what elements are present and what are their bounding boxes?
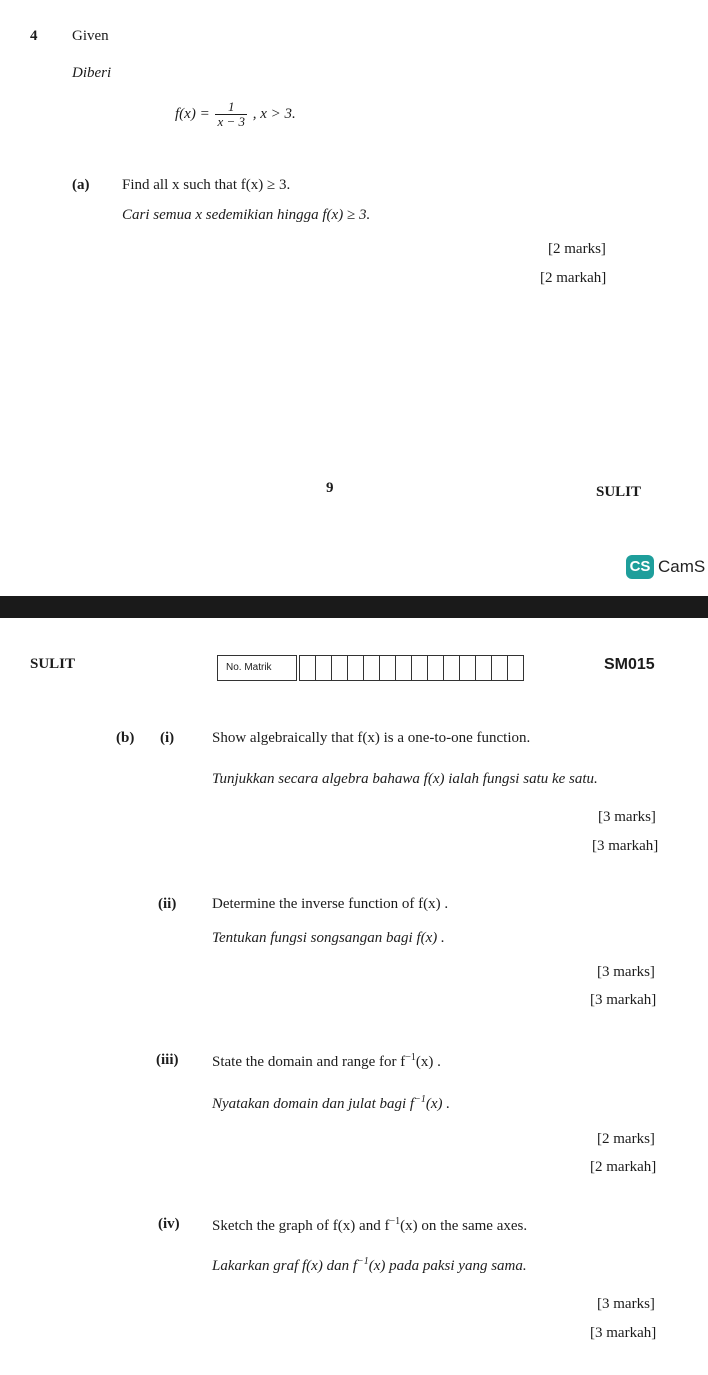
sub-iii-text-en-post: (x) . (415, 1054, 441, 1070)
sub-iv-text-en (212, 1216, 527, 1235)
sub-iv-text-ms-sup: −1 (356, 1256, 369, 1267)
sub-ii-label: (ii) (158, 896, 177, 912)
matric-number-label: No. Matrik (217, 655, 297, 681)
matric-number-box[interactable] (459, 655, 476, 681)
sub-i-text-ms: Tunjukkan secara algebra bahawa f(x) ialah fungsi satu ke satu. (212, 771, 598, 787)
matric-number-boxes (300, 655, 524, 681)
sub-iii-text-ms (212, 1094, 450, 1113)
fraction-numerator: 1 (227, 99, 235, 114)
question-number: 4 (30, 28, 38, 44)
matric-number-box[interactable] (331, 655, 348, 681)
sub-ii-marks-ms: [3 markah] (590, 992, 657, 1008)
sub-iii-label: (iii) (156, 1052, 179, 1068)
page-number: 9 (326, 480, 334, 496)
sub-ii-text-ms: Tentukan fungsi songsangan bagi f(x) . (212, 930, 445, 946)
part-a-text-ms: Cari semua x sedemikian hingga f(x) ≥ 3. (122, 207, 371, 223)
matric-number-box[interactable] (363, 655, 380, 681)
sub-i-marks-en: [3 marks] (598, 809, 656, 825)
sub-iii-text-ms-pre: Nyatakan domain dan julat bagi f (212, 1096, 415, 1112)
sub-iv-marks-en: [3 marks] (597, 1296, 655, 1312)
sub-iii-text-en-pre: State the domain and range for f (212, 1054, 406, 1070)
sub-iii-text-ms-post: (x) . (425, 1096, 450, 1112)
sub-i-label: (i) (160, 730, 175, 746)
part-a-text-en: Find all x such that f(x) ≥ 3. (122, 177, 291, 193)
sub-iv-marks-ms: [3 markah] (590, 1325, 657, 1341)
matric-number-box[interactable] (299, 655, 316, 681)
given-ms: Diberi (72, 65, 112, 81)
sub-iii-text-en-sup: −1 (405, 1052, 416, 1063)
part-b-label: (b) (116, 730, 135, 746)
matric-number-box[interactable] (427, 655, 444, 681)
function-definition (175, 100, 296, 129)
function-lhs: f(x) = (175, 105, 210, 122)
sub-iii-text-en (212, 1052, 441, 1071)
sub-iii-text-ms-sup: −1 (414, 1094, 426, 1105)
matric-number-box[interactable] (347, 655, 364, 681)
matric-number-box[interactable] (411, 655, 428, 681)
camscanner-watermark: CamS (658, 557, 706, 576)
matric-number-box[interactable] (475, 655, 492, 681)
sub-ii-marks-en: [3 marks] (597, 964, 655, 980)
camscanner-logo-icon: CS (626, 555, 654, 579)
matric-number-box[interactable] (379, 655, 396, 681)
header-sulit: SULIT (30, 656, 76, 672)
sub-iii-marks-en: [2 marks] (597, 1131, 655, 1147)
sub-iv-text-ms-post: (x) pada paksi yang sama. (368, 1258, 527, 1274)
matric-number-box[interactable] (315, 655, 332, 681)
matric-number-box[interactable] (491, 655, 508, 681)
sub-i-text-en: Show algebraically that f(x) is a one-to-one function. (212, 730, 531, 746)
part-a-marks-ms: [2 markah] (540, 270, 607, 286)
given-en: Given (72, 28, 109, 44)
sub-iv-label: (iv) (158, 1216, 180, 1232)
sub-iv-text-en-pre: Sketch the graph of f(x) and f (212, 1218, 390, 1234)
function-condition: , x > 3. (252, 105, 296, 122)
sub-iv-text-en-sup: −1 (389, 1216, 401, 1227)
course-code: SM015 (604, 656, 655, 673)
sub-iv-text-ms (212, 1256, 527, 1275)
footer-sulit: SULIT (596, 484, 642, 500)
sub-iv-text-ms-pre: Lakarkan graf f(x) dan f (212, 1258, 357, 1274)
matric-number-box[interactable] (443, 655, 460, 681)
fraction-denominator: x − 3 (217, 114, 245, 129)
sub-iii-marks-ms: [2 markah] (590, 1159, 657, 1175)
sub-ii-text-en: Determine the inverse function of f(x) . (212, 896, 449, 912)
part-a-label: (a) (72, 177, 90, 193)
page-divider (0, 596, 708, 618)
sub-i-marks-ms: [3 markah] (592, 838, 659, 854)
part-a-marks-en: [2 marks] (548, 241, 606, 257)
matric-number-box[interactable] (507, 655, 524, 681)
sub-iv-text-en-post: (x) on the same axes. (400, 1218, 528, 1234)
function-fraction (215, 100, 247, 129)
matric-number-box[interactable] (395, 655, 412, 681)
